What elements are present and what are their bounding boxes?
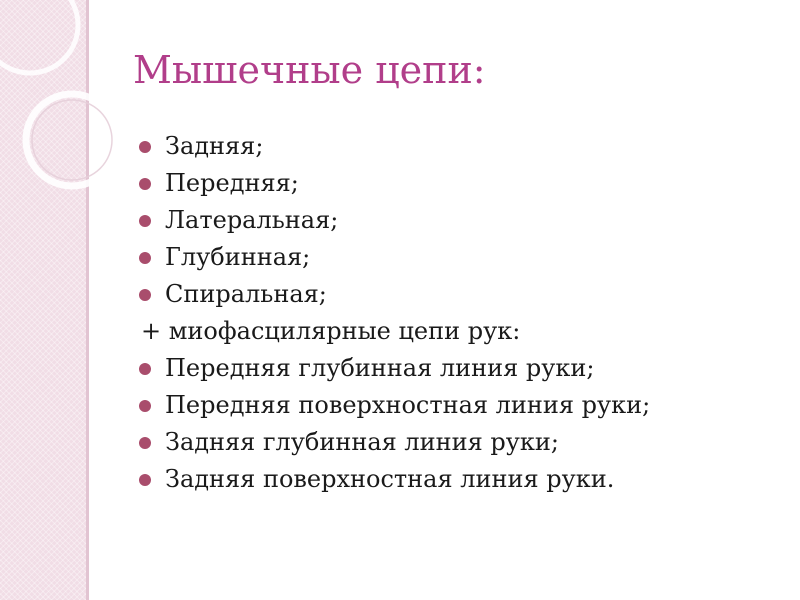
- list-item: [137, 350, 650, 387]
- bullet-icon: [139, 141, 151, 153]
- slide-title: Мышечные цепи:: [133, 48, 486, 92]
- bullet-icon: [139, 363, 151, 375]
- list-item-text: Передняя поверхностная линия руки;: [165, 391, 651, 419]
- list-item-text: Передняя;: [165, 169, 299, 197]
- bullet-icon: [139, 400, 151, 412]
- list-item: [137, 387, 650, 424]
- decorative-side-band: [0, 0, 86, 600]
- list-item: [137, 461, 650, 498]
- list-item: [137, 239, 650, 276]
- list-item-text: Спиральная;: [165, 280, 327, 308]
- list-item-text: Передняя глубинная линия руки;: [165, 354, 595, 382]
- list-item: [137, 424, 650, 461]
- list-item-text: Задняя поверхностная линия руки.: [165, 465, 615, 493]
- bullet-icon: [139, 437, 151, 449]
- list-item: [137, 165, 650, 202]
- list-item: [137, 276, 650, 313]
- bullet-icon: [139, 252, 151, 264]
- bullet-icon: [139, 289, 151, 301]
- bullet-list: [137, 128, 650, 498]
- list-item-text: + миофасцилярные цепи рук:: [141, 317, 521, 345]
- list-item-text: Задняя;: [165, 132, 264, 160]
- bullet-icon: [139, 178, 151, 190]
- list-item-text: Латеральная;: [165, 206, 339, 234]
- list-item: [137, 202, 650, 239]
- decorative-divider: [86, 0, 89, 600]
- bullet-icon: [139, 474, 151, 486]
- list-item-text: Глубинная;: [165, 243, 311, 271]
- list-item: [137, 128, 650, 165]
- list-subheading: [137, 313, 650, 350]
- bullet-icon: [139, 215, 151, 227]
- list-item-text: Задняя глубинная линия руки;: [165, 428, 559, 456]
